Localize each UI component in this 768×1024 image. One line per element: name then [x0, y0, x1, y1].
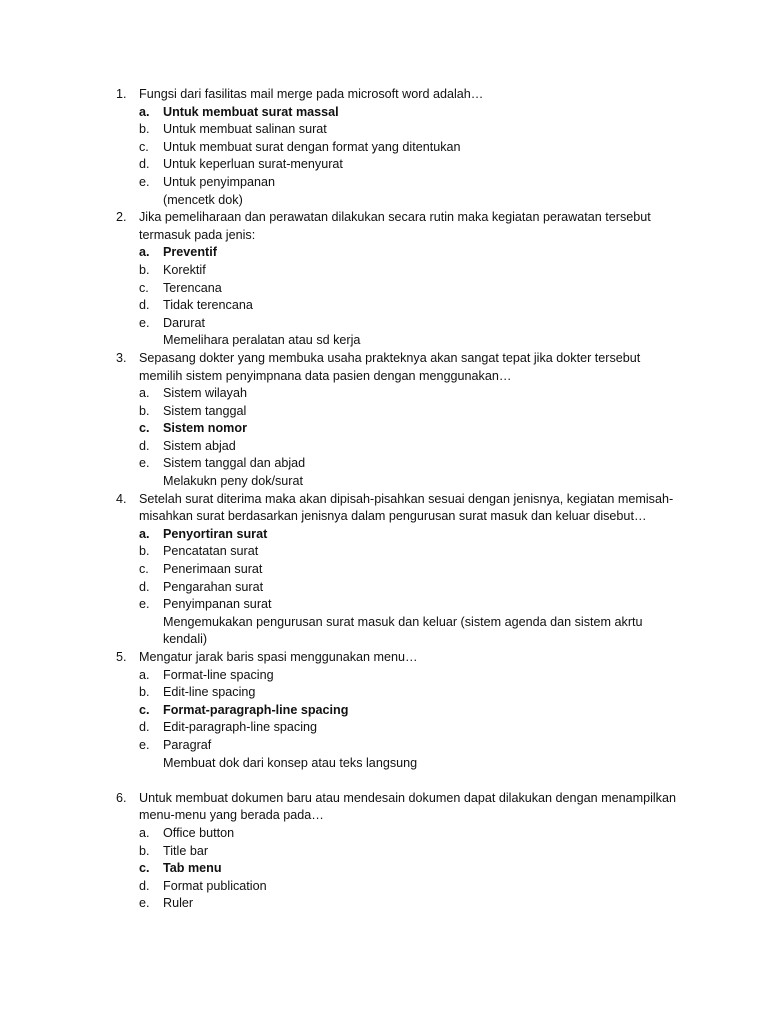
answer-option — [0, 543, 683, 561]
option-text: Sistem nomor — [163, 421, 247, 436]
option-text: Sistem tanggal — [163, 403, 247, 418]
answer-option — [0, 385, 683, 403]
answer-option — [0, 878, 683, 896]
blank-line — [0, 772, 768, 790]
option-text: Korektif — [163, 262, 206, 277]
answer-option — [0, 684, 683, 702]
question-row — [0, 790, 679, 825]
question-row — [0, 649, 679, 667]
option-letter: c. — [139, 139, 149, 154]
option-text: Darurat — [163, 315, 205, 330]
option-letter: a. — [139, 526, 150, 541]
option-text: Format-line spacing — [163, 667, 274, 682]
option-text: Penyortiran surat — [163, 526, 268, 541]
option-letter: e. — [139, 737, 150, 752]
option-text: Untuk membuat salinan surat — [163, 122, 327, 137]
answer-note: Memelihara peralatan atau sd kerja — [163, 333, 361, 348]
answer-note: Membuat dok dari konsep atau teks langsung — [163, 755, 418, 770]
option-text: Untuk keperluan surat-menyurat — [163, 157, 343, 172]
option-text: Tab menu — [163, 861, 222, 876]
answer-option — [0, 667, 683, 685]
answer-option — [0, 579, 683, 597]
option-letter: b. — [139, 403, 150, 418]
option-letter: b. — [139, 122, 150, 137]
answer-option — [0, 280, 683, 298]
answer-option — [0, 121, 683, 139]
answer-option — [0, 895, 683, 913]
question-5 — [0, 649, 768, 772]
answer-option — [0, 719, 683, 737]
option-text: Sistem abjad — [163, 438, 236, 453]
answer-option-correct — [0, 860, 683, 878]
answer-option — [0, 403, 683, 421]
option-letter: c. — [139, 861, 150, 876]
question-text: Mengatur jarak baris spasi menggunakan menu… — [139, 650, 418, 664]
answer-option — [0, 455, 683, 473]
question-4 — [0, 491, 768, 649]
option-letter: b. — [139, 544, 150, 559]
question-number: 1. — [116, 87, 127, 101]
question-text: Setelah surat diterima maka akan dipisah-pisahkan sesuai dengan jenisnya, kegiatan memisah-misahkan surat berdasarkan jenisnya dalam pengurusan surat masuk dan keluar disebut… — [139, 491, 674, 524]
option-letter: b. — [139, 843, 150, 858]
answer-option-correct — [0, 244, 683, 262]
option-letter: e. — [139, 896, 150, 911]
option-letter: c. — [139, 562, 149, 577]
option-letter: e. — [139, 174, 150, 189]
question-number: 4. — [116, 491, 127, 506]
answer-option — [0, 825, 683, 843]
question-number: 6. — [116, 790, 127, 805]
option-text: Pengarahan surat — [163, 579, 264, 594]
question-number: 5. — [116, 650, 127, 664]
answer-option — [0, 139, 683, 157]
answer-option-correct — [0, 420, 683, 438]
question-2 — [0, 209, 768, 350]
answer-note: Mengemukakan pengurusan surat masuk dan keluar (sistem agenda dan sistem akrtu kendali) — [163, 614, 643, 647]
option-letter: d. — [139, 438, 150, 453]
option-letter: a. — [139, 386, 150, 401]
option-text: Edit-paragraph-line spacing — [163, 720, 318, 735]
option-text: Penerimaan surat — [163, 562, 263, 577]
answer-option — [0, 156, 683, 174]
option-text: Untuk membuat surat dengan format yang ditentukan — [163, 139, 461, 154]
option-letter: c. — [139, 421, 150, 436]
answer-option-correct — [0, 526, 683, 544]
answer-option — [0, 262, 683, 280]
option-letter: d. — [139, 720, 150, 735]
answer-option — [0, 843, 683, 861]
option-text: Tidak terencana — [163, 298, 253, 313]
answer-option — [0, 315, 683, 333]
option-text: Untuk penyimpanan — [163, 174, 276, 189]
question-1 — [0, 86, 768, 209]
option-letter: d. — [139, 878, 150, 893]
option-text: Sistem wilayah — [163, 386, 247, 401]
answer-option — [0, 737, 683, 755]
option-text: Format publication — [163, 878, 267, 893]
option-text: Untuk membuat surat massal — [163, 104, 339, 119]
answer-note: (mencetk dok) — [163, 192, 243, 207]
question-3 — [0, 350, 768, 491]
option-letter: d. — [139, 298, 150, 313]
question-row — [0, 86, 679, 104]
question-text: Sepasang dokter yang membuka usaha prakteknya akan sangat tepat jika dokter tersebut memilih sistem penyimpnana data pasien dengan menggunakan… — [139, 350, 641, 383]
option-text: Format-paragraph-line spacing — [163, 702, 349, 717]
answer-option — [0, 297, 683, 315]
option-letter: a. — [139, 245, 150, 260]
option-text: Paragraf — [163, 737, 212, 752]
option-letter: c. — [139, 280, 149, 295]
option-letter: d. — [139, 579, 150, 594]
option-text: Edit-line spacing — [163, 685, 256, 700]
option-text: Office button — [163, 825, 235, 840]
answer-option — [0, 438, 683, 456]
option-letter: e. — [139, 315, 150, 330]
option-text: Pencatatan surat — [163, 544, 259, 559]
option-text: Sistem tanggal dan abjad — [163, 456, 306, 471]
answer-option — [0, 561, 683, 579]
option-letter: e. — [139, 456, 150, 471]
option-text: Ruler — [163, 896, 194, 911]
option-letter: b. — [139, 685, 150, 700]
question-list — [0, 86, 768, 913]
question-row — [0, 209, 679, 244]
option-text: Terencana — [163, 280, 222, 295]
question-row — [0, 350, 679, 385]
question-text: Fungsi dari fasilitas mail merge pada microsoft word adalah… — [139, 87, 484, 101]
option-text: Preventif — [163, 245, 217, 260]
answer-option — [0, 174, 683, 192]
option-letter: a. — [139, 825, 150, 840]
question-number: 3. — [116, 350, 127, 365]
option-letter: a. — [139, 667, 150, 682]
question-text: Untuk membuat dokumen baru atau mendesain dokumen dapat dilakukan dengan menampilkan menu-menu yang berada pada… — [139, 790, 676, 823]
option-letter: e. — [139, 597, 150, 612]
answer-option-correct — [0, 702, 683, 720]
option-letter: b. — [139, 262, 150, 277]
option-letter: a. — [139, 104, 150, 119]
option-letter: d. — [139, 157, 150, 172]
option-text: Title bar — [163, 843, 209, 858]
question-6 — [0, 772, 768, 913]
question-number: 2. — [116, 210, 127, 225]
answer-note: Melakukn peny dok/surat — [163, 474, 304, 489]
answer-option-correct — [0, 104, 683, 122]
question-row — [0, 491, 679, 526]
option-letter: c. — [139, 702, 150, 717]
option-text: Penyimpanan surat — [163, 597, 272, 612]
question-text: Jika pemeliharaan dan perawatan dilakukan secara rutin maka kegiatan perawatan tersebut termasuk pada jenis: — [139, 210, 651, 242]
answer-option — [0, 596, 683, 614]
